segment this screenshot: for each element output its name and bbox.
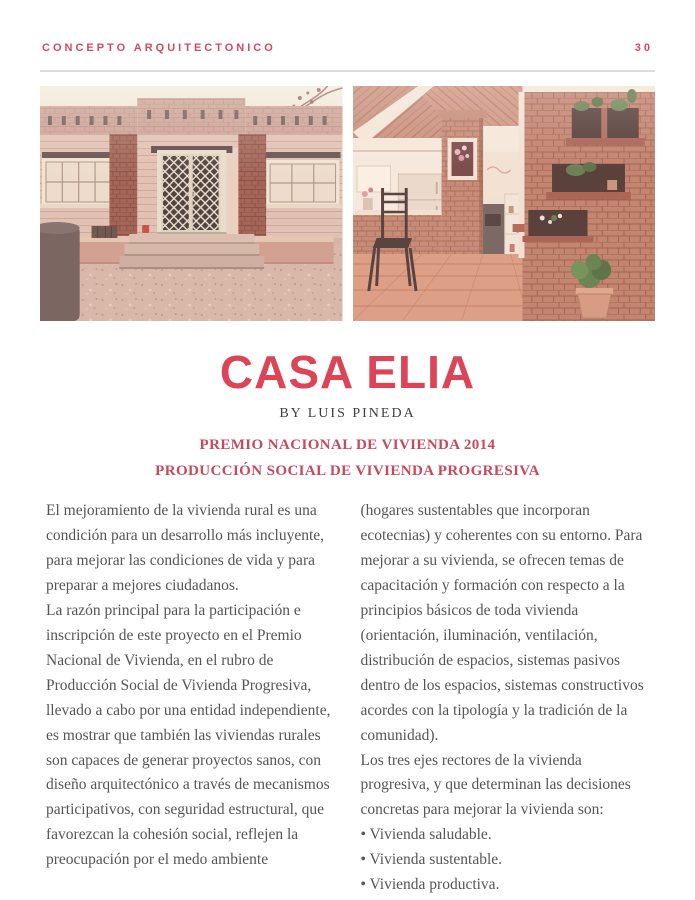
light-fade bbox=[40, 86, 343, 321]
light-fade bbox=[353, 86, 656, 321]
bullet-item: • Vivienda saludable. bbox=[360, 826, 492, 844]
body-columns bbox=[46, 499, 653, 898]
header-divider bbox=[40, 70, 655, 72]
page-number: 30 bbox=[634, 42, 653, 54]
bullet-item: • Vivienda sustentable. bbox=[360, 851, 503, 869]
photo-house-interior bbox=[353, 86, 656, 321]
bullet-item: • Vivienda productiva. bbox=[360, 876, 500, 894]
paragraph: Los tres ejes rectores de la vivienda progresiva, y que determinan las decisiones concretas para mejorar la vivienda son: bbox=[360, 751, 631, 819]
section-kicker: CONCEPTO ARQUITECTONICO bbox=[42, 42, 276, 54]
right-column bbox=[361, 499, 654, 898]
award-heading: PREMIO NACIONAL DE VIVIENDA 2014 bbox=[199, 437, 496, 453]
category-heading: PRODUCCIÓN SOCIAL DE VIVIENDA PROGRESIVA bbox=[155, 463, 540, 479]
house-exterior-illustration bbox=[40, 86, 343, 321]
left-column bbox=[46, 499, 339, 898]
paragraph: La razón principal para la participación e inscripción de este proyecto en el Premio Nacional de Vivienda, en el rubro de Producción Social de Vivienda Progresiva, llevado a cabo por una entidad independiente, es mostrar que también las viviendas rurales son capaces de generar proyectos sanos, con diseño arquitectónico a través de mecanismos participativos, con seguridad estructural, que favorezcan la cohesión social, reflejen la preocupación por el medo ambiente bbox=[46, 601, 331, 869]
byline: BY LUIS PINEDA bbox=[279, 406, 416, 421]
photo-row bbox=[40, 86, 655, 321]
paragraph: (hogares sustentables que incorporan ecotecnias) y coherentes con su entorno. Para mejorar a su vivienda, se ofrecen temas de capacitación y formación con respecto a la principios básicos de toda vivienda (orientación, iluminación, ventilación, distribución de espacios, sistemas pasivos dentro de los espacios, sistemas constructivos acordes con la tipología y la tradición de la comunidad). bbox=[360, 502, 644, 744]
page-header bbox=[0, 0, 695, 54]
house-interior-illustration bbox=[353, 86, 656, 321]
photo-house-exterior bbox=[40, 86, 343, 321]
page-title: CASA ELIA bbox=[219, 346, 476, 398]
paragraph: El mejoramiento de la vivienda rural es una condición para un desarrollo más incluyente, para mejorar las condiciones de vida y para preparar a mejores ciudadanos. bbox=[46, 502, 325, 594]
